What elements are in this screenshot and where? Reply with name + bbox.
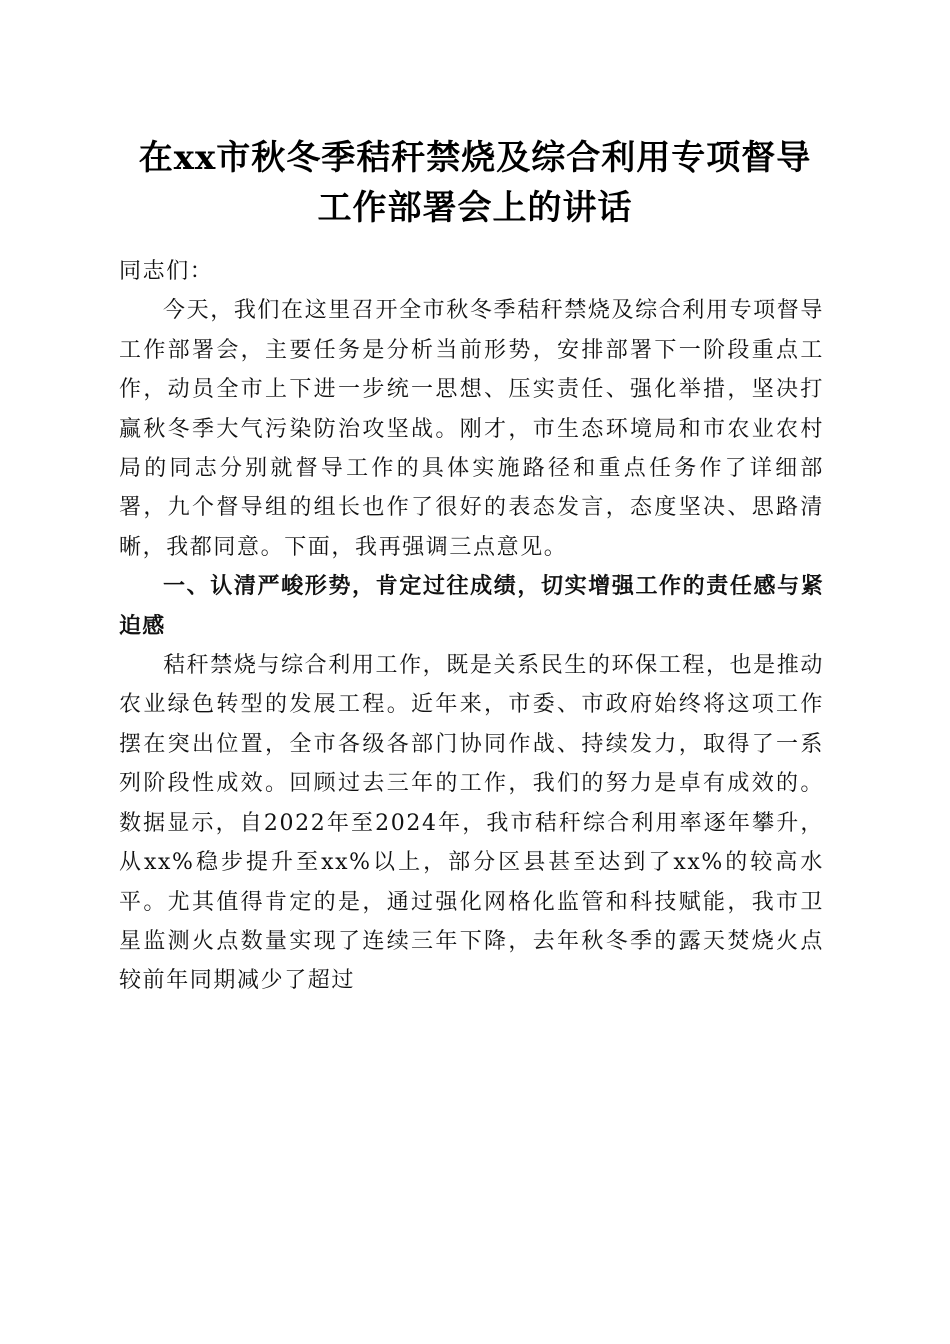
section-1-paragraph: 秸秆禁烧与综合利用工作，既是关系民生的环保工程，也是推动农业绿色转型的发展工程。近年来，市委、市政府始终将这项工作摆在突出位置，全市各级各部门协同作战、持续发力，取得了一系列阶段性成效。回顾过去三年的工作，我们的努力是卓有成效的。数据显示，自2022年至2024年，我市秸秆综合利用率逐年攀升，从xx%稳步提升至xx%以上，部分区县甚至达到了xx%的较高水平。尤其值得肯定的是，通过强化网格化监管和科技赋能，我市卫星监测火点数量实现了连续三年下降，去年秋冬季的露天焚烧火点较前年同期减少了超过 bbox=[119, 653, 824, 994]
document-title bbox=[110, 133, 840, 233]
greeting: 同志们： bbox=[119, 259, 214, 284]
section-1-heading: 一、认清严峻形势，肯定过往成绩，切实增强工作的责任感与紧迫感 bbox=[119, 574, 824, 639]
intro-paragraph: 今天，我们在这里召开全市秋冬季秸秆禁烧及综合利用专项督导工作部署会，主要任务是分析当前形势，安排部署下一阶段重点工作，动员全市上下进一步统一思想、压实责任、强化举措，坚决打赢秋冬季大气污染防治攻坚战。刚才，市生态环境局和市农业农村局的同志分别就督导工作的具体实施路径和重点任务作了详细部署，九个督导组的组长也作了很好的表态发言，态度坚决、思路清晰，我都同意。下面，我再强调三点意见。 bbox=[119, 298, 824, 560]
title-line-1: 在xx市秋冬季秸秆禁烧及综合利用专项督导 bbox=[138, 138, 812, 178]
title-line-2: 工作部署会上的讲话 bbox=[317, 188, 633, 228]
document-body bbox=[119, 252, 824, 1001]
